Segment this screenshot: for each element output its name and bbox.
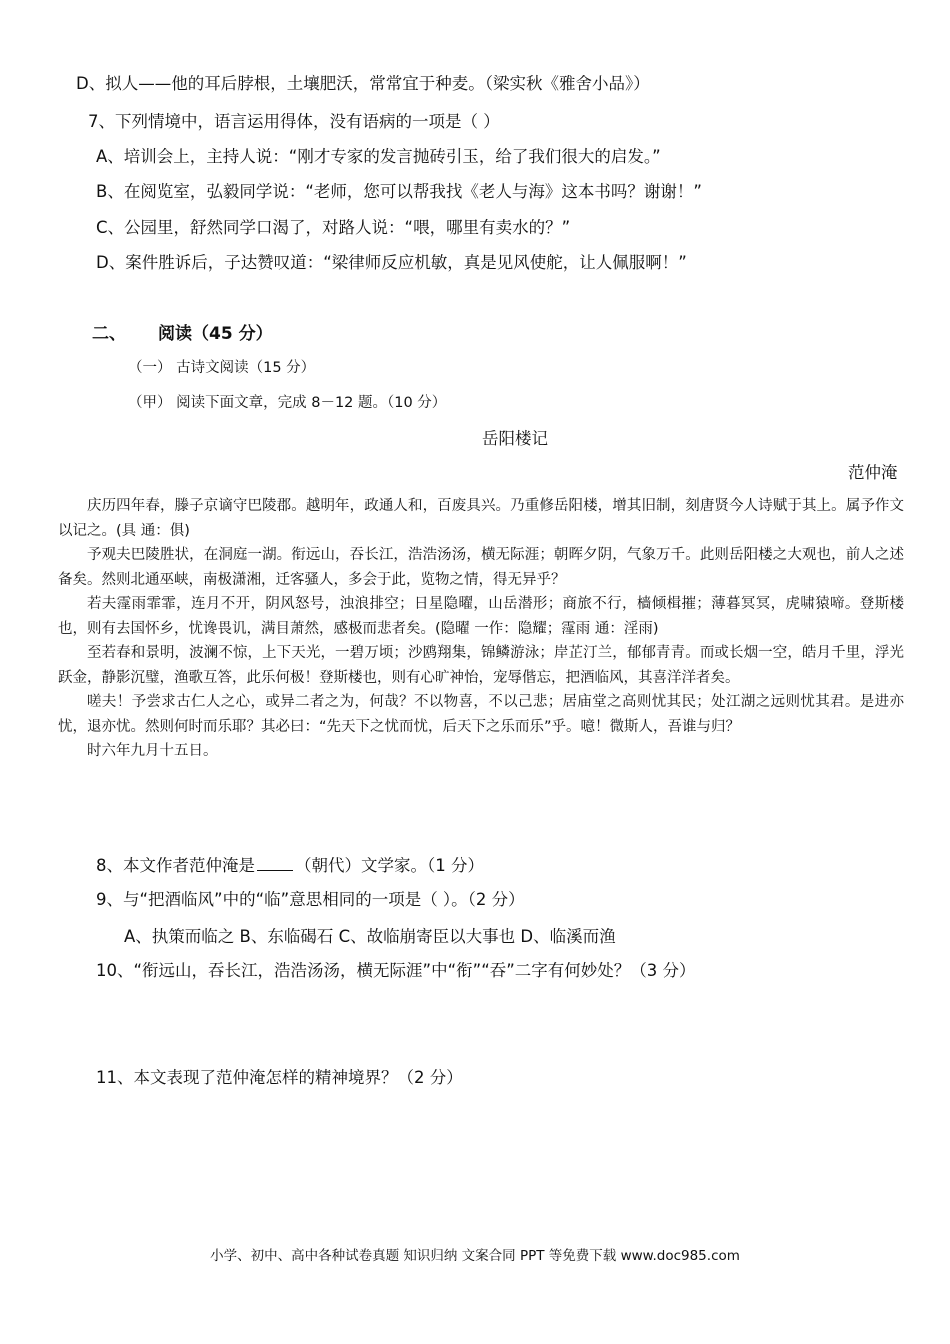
question-6-option-d: D、拟人——他的耳后脖根，土壤肥沃，常常宜于种麦。（梁实秋《雅舍小品》） [76,74,650,93]
page-footer: 小学、初中、高中各种试卷真题 知识归纳 文案合同 PPT 等免费下载 www.doc985.com [210,1248,740,1264]
question-8 [96,853,484,878]
passage-paragraph-1: 庆历四年春，滕子京谪守巴陵郡。越明年，政通人和，百废具兴。乃重修岳阳楼，增其旧制，刻唐贤今人诗赋于其上。属予作文以记之。(具 通：俱) [58,498,904,539]
passage-author: 范仲淹 [848,463,898,482]
question-7-option-b: B、在阅览室，弘毅同学说：“老师，您可以帮我找《老人与海》这本书吗？谢谢！” [96,182,702,201]
question-7-option-a: A、培训会上，主持人说：“刚才专家的发言抛砖引玉，给了我们很大的启发。” [96,147,661,166]
passage-paragraph-4: 至若春和景明，波澜不惊，上下天光，一碧万顷；沙鸥翔集，锦鳞游泳；岸芷汀兰，郁郁青青。而或长烟一空，皓月千里，浮光跃金，静影沉璧，渔歌互答，此乐何极！登斯楼也，则有心旷神怡，宠辱偕忘，把酒临风，其喜洋洋者矣。 [58,645,904,686]
question-9-stem: 9、与“把酒临风”中的“临”意思相同的一项是（ ）。（2 分） [96,890,525,909]
passage-paragraph-2: 予观夫巴陵胜状，在洞庭一湖。衔远山，吞长江，浩浩汤汤，横无际涯；朝晖夕阴，气象万千。此则岳阳楼之大观也，前人之述备矣。然则北通巫峡，南极潇湘，迁客骚人，多会于此，览物之情，得无异乎？ [58,547,904,588]
passage-paragraph-6: 时六年九月十五日。 [87,743,218,759]
section-2-number: 二、 [92,324,126,344]
passage-title: 岳阳楼记 [482,429,548,448]
passage-body [58,494,904,764]
question-7-stem: 7、下列情境中，语言运用得体，没有语病的一项是（ ） [88,112,500,131]
section-2-title: 阅读（45 分） [158,324,273,344]
question-8-text-after: （朝代）文学家。（1 分） [295,856,484,875]
question-7-option-d: D、案件胜诉后，子达赞叹道：“梁律师反应机敏，真是见风使舵，让人佩服啊！” [96,253,687,272]
section-2-sub-heading-1: （一） 古诗文阅读（15 分） [128,360,316,376]
passage-paragraph-5: 嗟夫！予尝求古仁人之心，或异二者之为，何哉？不以物喜，不以己悲；居庙堂之高则忧其民；处江湖之远则忧其君。是进亦忧，退亦忧。然则何时而乐耶？其必曰：“先天下之忧而忧，后天下之乐而乐”乎。噫！微斯人，吾谁与归？ [58,694,904,735]
section-2-sub-heading-2: （甲） 阅读下面文章，完成 8－12 题。（10 分） [128,395,447,411]
question-8-text-before: 8、本文作者范仲淹是 [96,856,255,875]
question-9-options: A、执策而临之 B、东临碣石 C、故临崩寄臣以大事也 D、临溪而渔 [124,927,616,946]
question-7-option-c: C、公园里，舒然同学口渴了，对路人说：“喂，哪里有卖水的？” [96,218,571,237]
question-10: 10、“衔远山，吞长江，浩浩汤汤，横无际涯”中“衔”“吞”二字有何妙处？（3 分） [96,961,696,980]
question-11: 11、本文表现了范仲淹怎样的精神境界？（2 分） [96,1068,463,1087]
answer-blank[interactable] [257,853,293,871]
passage-paragraph-3: 若夫霪雨霏霏，连月不开，阴风怒号，浊浪排空；日星隐曜，山岳潜形；商旅不行，樯倾楫摧；薄暮冥冥，虎啸猿啼。登斯楼也，则有去国怀乡，忧谗畏讥，满目萧然，感极而悲者矣。(隐曜 一作：隐耀；霪雨 通：淫雨) [58,596,904,637]
